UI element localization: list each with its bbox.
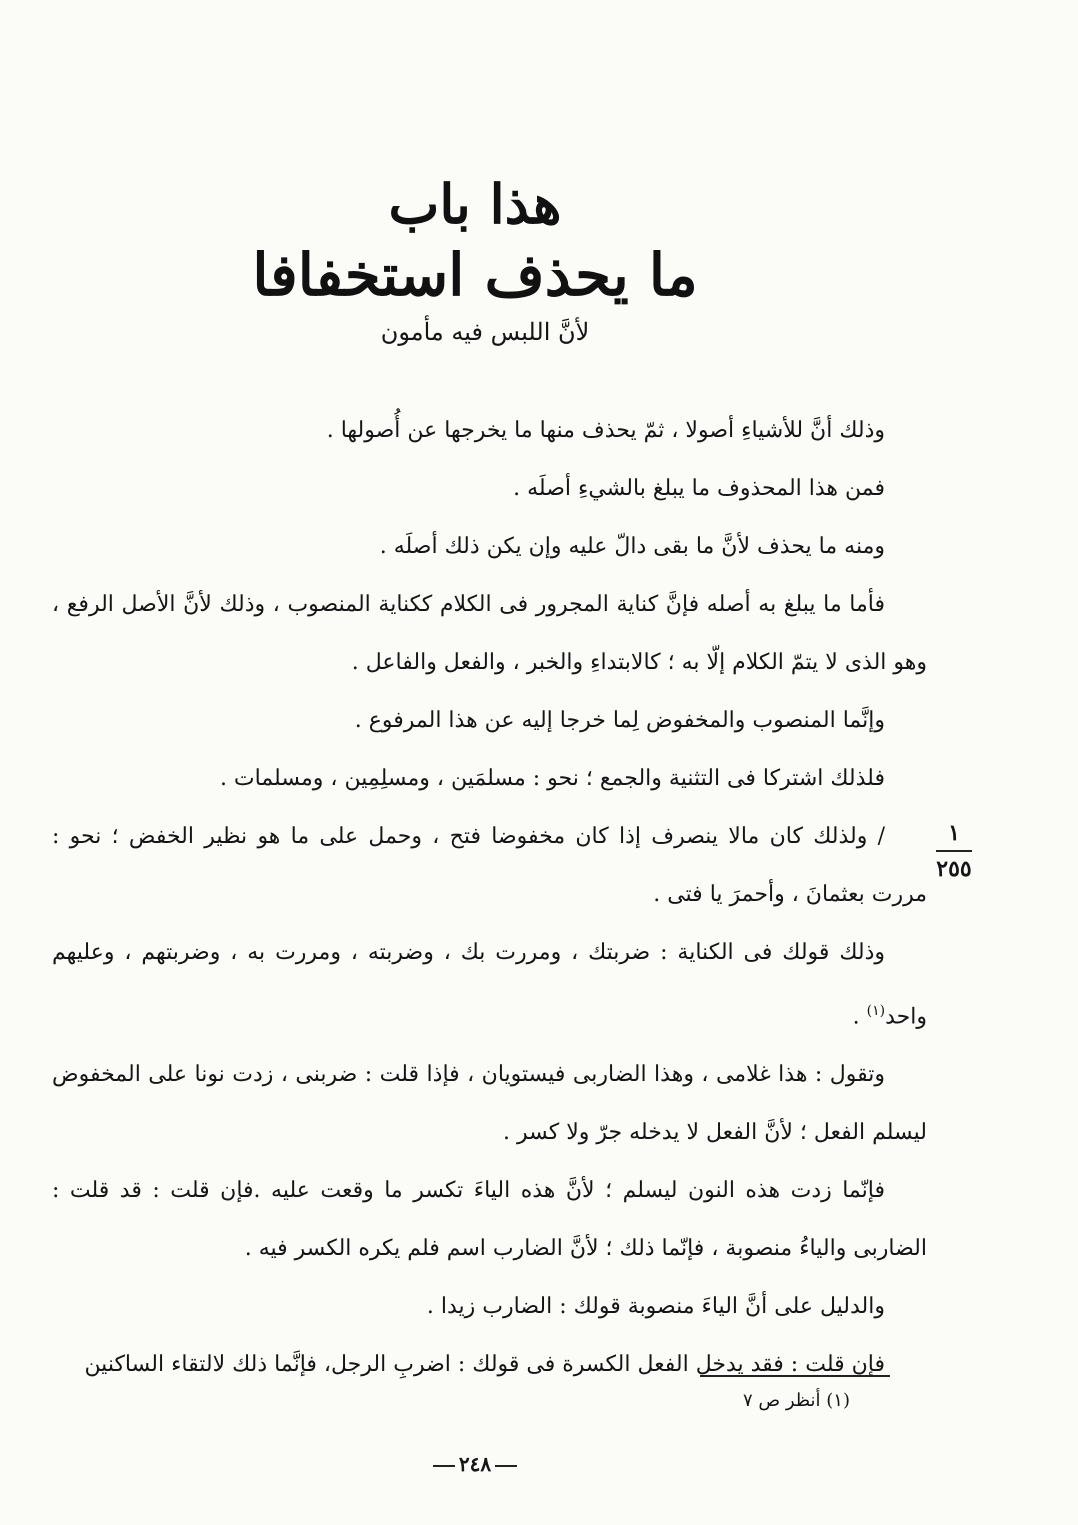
paragraph: / ولذلك كان مالا ينصرف إذا كان مخفوضا فتح ، وحمل على ما هو نظير الخفض ؛ نحو : مررت بعثمانَ ، وأحمرَ يا فتى . — [52, 824, 927, 907]
footnote-reference: (١) — [866, 1003, 886, 1019]
margin-reference — [930, 818, 978, 884]
footnote-rule — [700, 1375, 890, 1377]
paragraph: فإن قلت : فقد يدخل الفعل الكسرة فى قولك : اضربِ الرجل، فإنَّما ذلك لالتقاء الساكنين — [84, 1352, 885, 1378]
paragraph: والدليل على أنَّ الياءَ منصوبة قولك : الضارب زيدا . — [426, 1294, 885, 1320]
paragraph: فأما ما يبلغ به أصله فإنَّ كناية المجرور فى الكلام ككناية المنصوب ، وذلك لأنَّ الأصل الرفع ، وهو الذى لا يتمّ الكلام إلّا به ؛ كالابتداءِ والخبر ، والفعل والفاعل . — [52, 592, 927, 675]
paragraph: ومنه ما يحذف لأنَّ ما بقى دالّ عليه وإن يكن ذلك أصلَه . — [379, 534, 885, 559]
page-number-dash-left — [433, 1465, 455, 1467]
footnote: (١) أنظر ص ٧ — [742, 1390, 850, 1411]
margin-reference-top: ١ — [948, 820, 960, 846]
page-number — [420, 1452, 530, 1476]
body-text — [52, 402, 927, 1394]
margin-reference-divider — [936, 850, 972, 852]
paragraph-text: وذلك قولك فى الكناية : ضربتك ، ومررت بك ، وضربته ، ومررت به ، وضربتهم ، وعليهم واحد — [52, 940, 927, 1030]
paragraph: فإنّما زدت هذه النون ليسلم ؛ لأنَّ هذه الياءَ تكسر ما وقعت عليه .فإن قلت : قد قلت : الضاربى والياءُ منصوبة ، فإنّما ذلك ؛ لأنَّ الضارب اسم فلم يكره الكسر فيه . — [52, 1178, 927, 1262]
chapter-title-line-2: ما يحذف استخفافا — [252, 241, 698, 309]
page-number-dash-right — [495, 1465, 517, 1467]
paragraph: فمن هذا المحذوف ما يبلغ بالشيءِ أصلَه . — [513, 476, 885, 501]
chapter-title — [250, 170, 700, 312]
paragraph: فلذلك اشتركا فى التثنية والجمع ؛ نحو : مسلمَين ، ومسلِمِين ، ومسلمات . — [219, 766, 885, 791]
paragraph: وذلك أنَّ للأشياءِ أصولا ، ثمّ يحذف منها ما يخرجها عن أُصولها . — [326, 418, 885, 443]
chapter-subtitle: لأنَّ اللبس فيه مأمون — [380, 318, 590, 346]
paragraph-with-footnote — [52, 924, 927, 1046]
page-number-value: ٢٤٨ — [458, 1452, 492, 1476]
paragraph-tail: . — [852, 1004, 867, 1030]
paragraph: وإنَّما المنصوب والمخفوض لِما خرجا إليه عن هذا المرفوع . — [354, 708, 885, 733]
chapter-title-line-1: هذا باب — [388, 172, 562, 236]
margin-reference-bottom: ٢٥٥ — [936, 856, 972, 882]
paragraph: وتقول : هذا غلامى ، وهذا الضاربى فيستويان ، فإذا قلت : ضربنى ، زدت نونا على المخفوض ليسلم الفعل ؛ لأنَّ الفعل لا يدخله جرّ ولا كسر . — [52, 1062, 927, 1146]
